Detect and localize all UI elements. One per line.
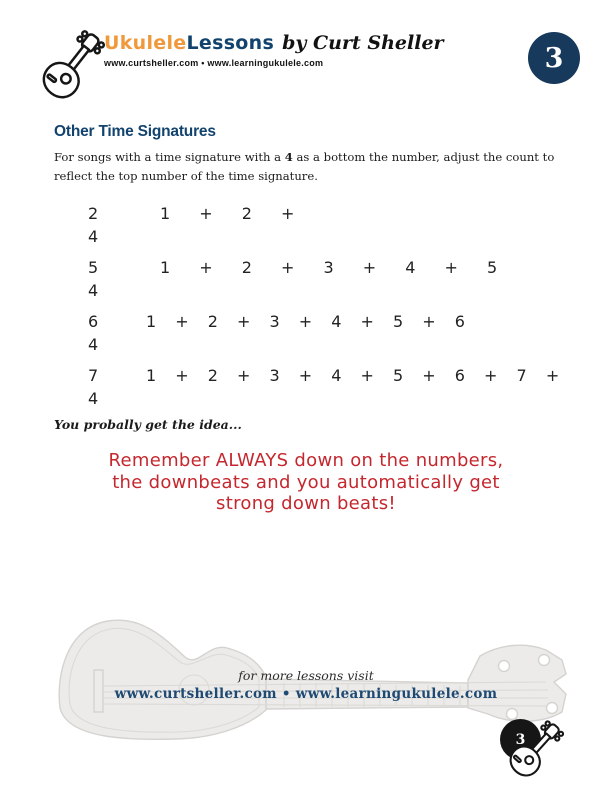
intro-text-after: as a bottom the number, adjust the count to reflect the top number of the time signature. [54, 150, 555, 183]
beat-count-sequence: 1 + 2 + [160, 204, 296, 223]
logo-byline: by Curt Sheller [282, 32, 444, 54]
time-signature-fraction [88, 364, 146, 410]
time-signature-top-number: 2 [88, 204, 99, 223]
beat-count-sequence: 1 + 2 + 3 + 4 + 5 + 6 [146, 312, 466, 331]
logo-lessons-text: Lessons [186, 32, 275, 54]
reminder-line-2: the downbeats and you automatically get [112, 471, 500, 493]
reminder-line-3: strong down beats! [216, 493, 396, 514]
time-signature-top-number: 6 [88, 312, 99, 331]
page-number-badge [528, 32, 580, 84]
footer-website-links[interactable]: www.curtsheller.com • www.learningukulele.com [114, 686, 498, 702]
section-heading: Other Time Signatures [54, 123, 216, 140]
time-signature-fraction [88, 256, 146, 302]
logo-wordmark [104, 32, 444, 54]
handwritten-reminder-note [0, 450, 612, 515]
intro-text-before: For songs with a time signature with a [54, 150, 285, 164]
time-signature-top-number: 7 [88, 366, 99, 385]
time-signature-bottom-number: 4 [88, 281, 99, 300]
time-signature-bottom-number: 4 [88, 389, 99, 408]
time-signature-row [88, 310, 560, 356]
time-signature-bottom-number: 4 [88, 335, 99, 354]
reminder-line-1: Remember ALWAYS down on the numbers, [108, 450, 504, 471]
logo-ukulele-text: Ukulele [104, 32, 187, 54]
beat-count-sequence: 1 + 2 + 3 + 4 + 5 + 6 + 7 + [146, 366, 561, 385]
footer-page-number: 3 [515, 731, 526, 748]
intro-bold-four: 4 [284, 150, 293, 164]
time-signature-top-number: 5 [88, 258, 99, 277]
footer-visit-label: for more lessons visit [238, 668, 374, 683]
time-signature-row [88, 364, 560, 410]
time-signature-row [88, 256, 560, 302]
time-signature-row [88, 202, 560, 248]
brand-logo [104, 32, 444, 68]
idea-note: You probally get the idea... [54, 417, 242, 432]
footer-page-badge [500, 719, 600, 792]
footer-text-block [0, 668, 612, 702]
beat-count-sequence: 1 + 2 + 3 + 4 + 5 [160, 258, 499, 277]
time-signature-fraction [88, 202, 146, 248]
time-signature-rows [88, 202, 560, 418]
page-number: 3 [544, 42, 564, 74]
header-website-links[interactable]: www.curtsheller.com • www.learningukulele.com [104, 58, 324, 68]
intro-paragraph [54, 148, 570, 186]
time-signature-fraction [88, 310, 146, 356]
time-signature-bottom-number: 4 [88, 227, 99, 246]
